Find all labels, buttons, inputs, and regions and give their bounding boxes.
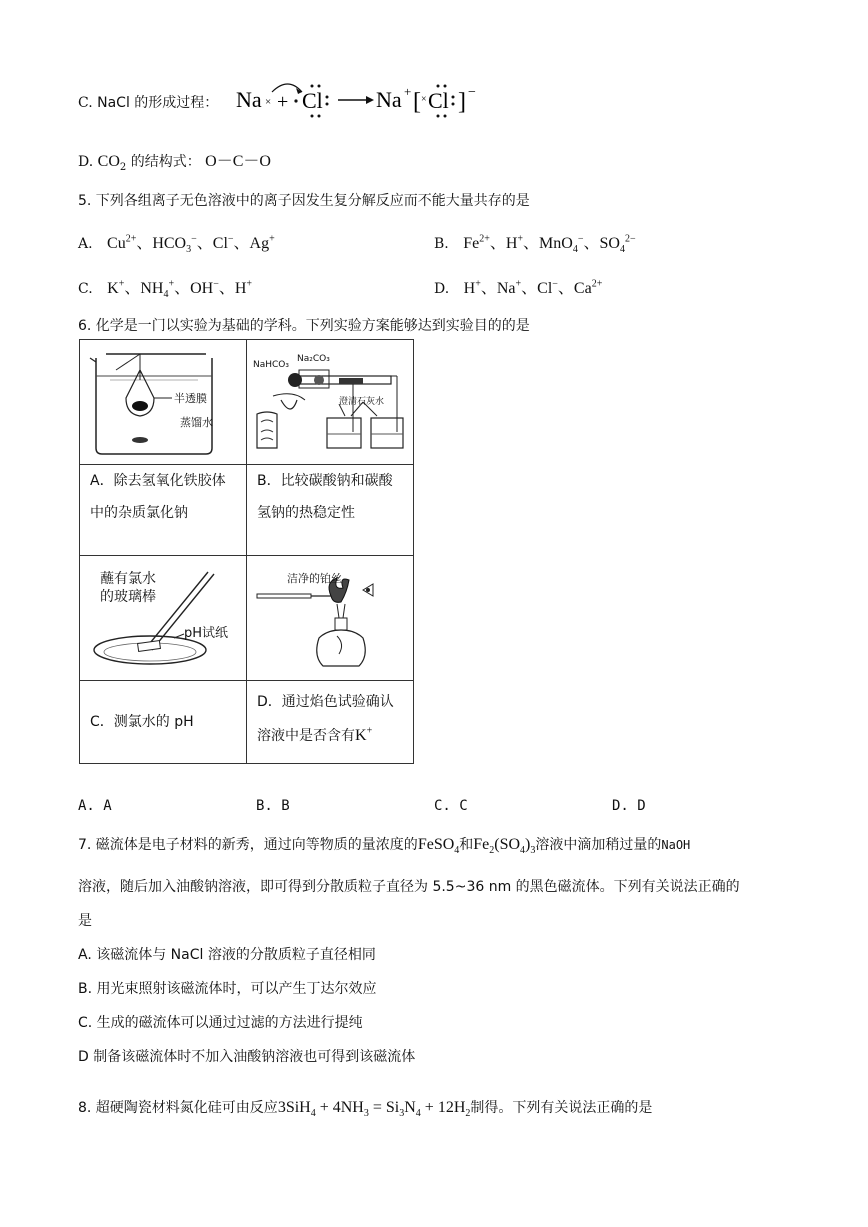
image-d-cell	[247, 556, 414, 681]
ion-list: K+、$NH_4^+$、OH−、H+	[107, 278, 253, 301]
label-na2co3: Na₂CO₃	[297, 354, 330, 364]
q4-option-c	[78, 92, 218, 112]
ion-list: $Fe^{2+}$、H+、MnO$_4$−、$SO_4^{2-}$	[463, 233, 636, 256]
q7-text-c: 溶液中滴加稍过量的	[535, 837, 662, 853]
caption-a-line2: 中的杂质氯化钠	[90, 505, 188, 521]
option-letter: D.	[434, 281, 450, 297]
q5-stem: 5. 下列各组离子无色溶液中的离子因发生复分解反应而不能大量共存的是	[78, 193, 530, 209]
caption-a-cell	[80, 465, 247, 556]
ion-list: H+、Na+、Cl−、$Ca^{2+}$	[463, 278, 603, 297]
q4-option-d	[78, 148, 271, 171]
option-letter: C.	[78, 281, 93, 297]
label-rod-line2: 的玻璃棒	[100, 589, 156, 605]
naoh-text: NaOH	[661, 838, 691, 852]
label-membrane: 半透膜	[174, 392, 207, 405]
option-text: 的结构式：	[130, 154, 201, 170]
q5-option-c	[78, 275, 253, 301]
q8-equation: $3SiH_4 + 4NH_3 = Si_3N_4 + 12H_2$	[277, 1099, 471, 1120]
svg-text:−: −	[468, 85, 476, 100]
nacl-formation-diagram	[232, 78, 492, 122]
caption-d-line1: D．通过焰色试验确认	[257, 694, 394, 710]
q8-text-a: 8. 超硬陶瓷材料氮化硅可由反应	[78, 1100, 278, 1116]
caption-b-line2: 氢钠的热稳定性	[257, 505, 355, 521]
label-platinum-wire: 洁净的铂丝	[287, 572, 342, 585]
experiment-table	[79, 339, 414, 764]
q5-option-b	[434, 230, 636, 256]
formula-feso4: FeSO$_4$	[417, 836, 460, 857]
svg-text:Na: Na	[236, 87, 262, 112]
caption-b-cell	[247, 465, 414, 556]
image-c-cell	[80, 556, 247, 681]
q7-stem-line3: 是	[78, 913, 92, 929]
thermal-stability-apparatus-image	[247, 340, 413, 464]
q8-text-b: 制得。下列有关说法正确的是	[470, 1100, 653, 1116]
formula-fe2so43: $Fe_2(SO_4)_3$	[473, 836, 536, 857]
option-letter: C.	[78, 95, 93, 111]
caption-c-line1: C．测氯水的 pH	[90, 714, 194, 730]
svg-text:×: ×	[421, 94, 427, 105]
image-a-cell	[80, 340, 247, 465]
formula: CO	[97, 153, 120, 170]
q7-text-b: 和	[459, 837, 474, 853]
q8-stem	[78, 1097, 653, 1120]
svg-text:+: +	[404, 84, 412, 99]
q6-choice-a: A. A	[78, 798, 112, 814]
q7-option-a: A. 该磁流体与 NaCl 溶液的分散质粒子直径相同	[78, 947, 376, 963]
svg-text:[: [	[413, 89, 421, 115]
q6-stem: 6. 化学是一门以实验为基础的学科。下列实验方案能够达到实验目的的是	[78, 318, 530, 334]
label-rod-line1: 蘸有氯水	[100, 571, 156, 587]
option-text: NaCl 的形成过程：	[97, 95, 219, 111]
q6-choice-b: B. B	[256, 798, 290, 814]
ion-list: $Cu^{2+}$、$HCO_3^-$、Cl−、Ag+	[107, 233, 275, 256]
label-nahco3: NaHCO₃	[253, 360, 289, 370]
image-b-cell	[247, 340, 414, 465]
dialysis-beaker-image	[80, 340, 246, 464]
caption-d-text: 溶液中是否含有	[257, 728, 355, 744]
caption-b-line1: B．比较碳酸钠和碳酸	[257, 473, 393, 489]
q7-stem-line2: 溶液，随后加入油酸钠溶液，即可得到分散质粒子直径为 5.5~36 nm 的黑色磁流体。下列有关说法正确的	[78, 879, 740, 895]
caption-a-line1: A．除去氢氧化铁胶体	[90, 473, 226, 489]
q7-option-d: D 制备该磁流体时不加入油酸钠溶液也可得到该磁流体	[78, 1049, 416, 1065]
q7-stem-line1	[78, 834, 691, 857]
q5-option-a	[78, 230, 275, 256]
caption-d-cell	[247, 681, 414, 764]
option-letter: D.	[78, 154, 94, 170]
svg-text:×: ×	[265, 96, 272, 108]
svg-text:Cl: Cl	[428, 88, 449, 113]
label-water: 蒸馏水	[180, 416, 213, 429]
option-letter: A.	[78, 236, 93, 252]
q7-option-b: B. 用光束照射该磁流体时，可以产生丁达尔效应	[78, 981, 377, 997]
label-ph-paper: pH试纸	[184, 626, 229, 641]
caption-d-line2	[257, 719, 413, 753]
svg-text:]: ]	[458, 89, 466, 115]
structural-formula: O－C－O	[205, 153, 271, 170]
k-ion: K+	[355, 725, 373, 744]
option-letter: B.	[434, 236, 449, 252]
q6-choice-c: C. C	[434, 798, 468, 814]
svg-text:Cl: Cl	[302, 88, 323, 113]
label-limewater: 澄清石灰水	[339, 397, 385, 407]
svg-text:+: +	[277, 91, 289, 113]
q7-option-c: C. 生成的磁流体可以通过过滤的方法进行提纯	[78, 1015, 363, 1031]
q5-option-d	[434, 275, 602, 298]
q6-choice-d: D. D	[612, 798, 646, 814]
caption-c-cell	[80, 681, 247, 764]
subscript: 2	[119, 161, 127, 173]
q7-text-a: 7. 磁流体是电子材料的新秀，通过向等物质的量浓度的	[78, 837, 418, 853]
svg-text:Na: Na	[376, 87, 402, 112]
